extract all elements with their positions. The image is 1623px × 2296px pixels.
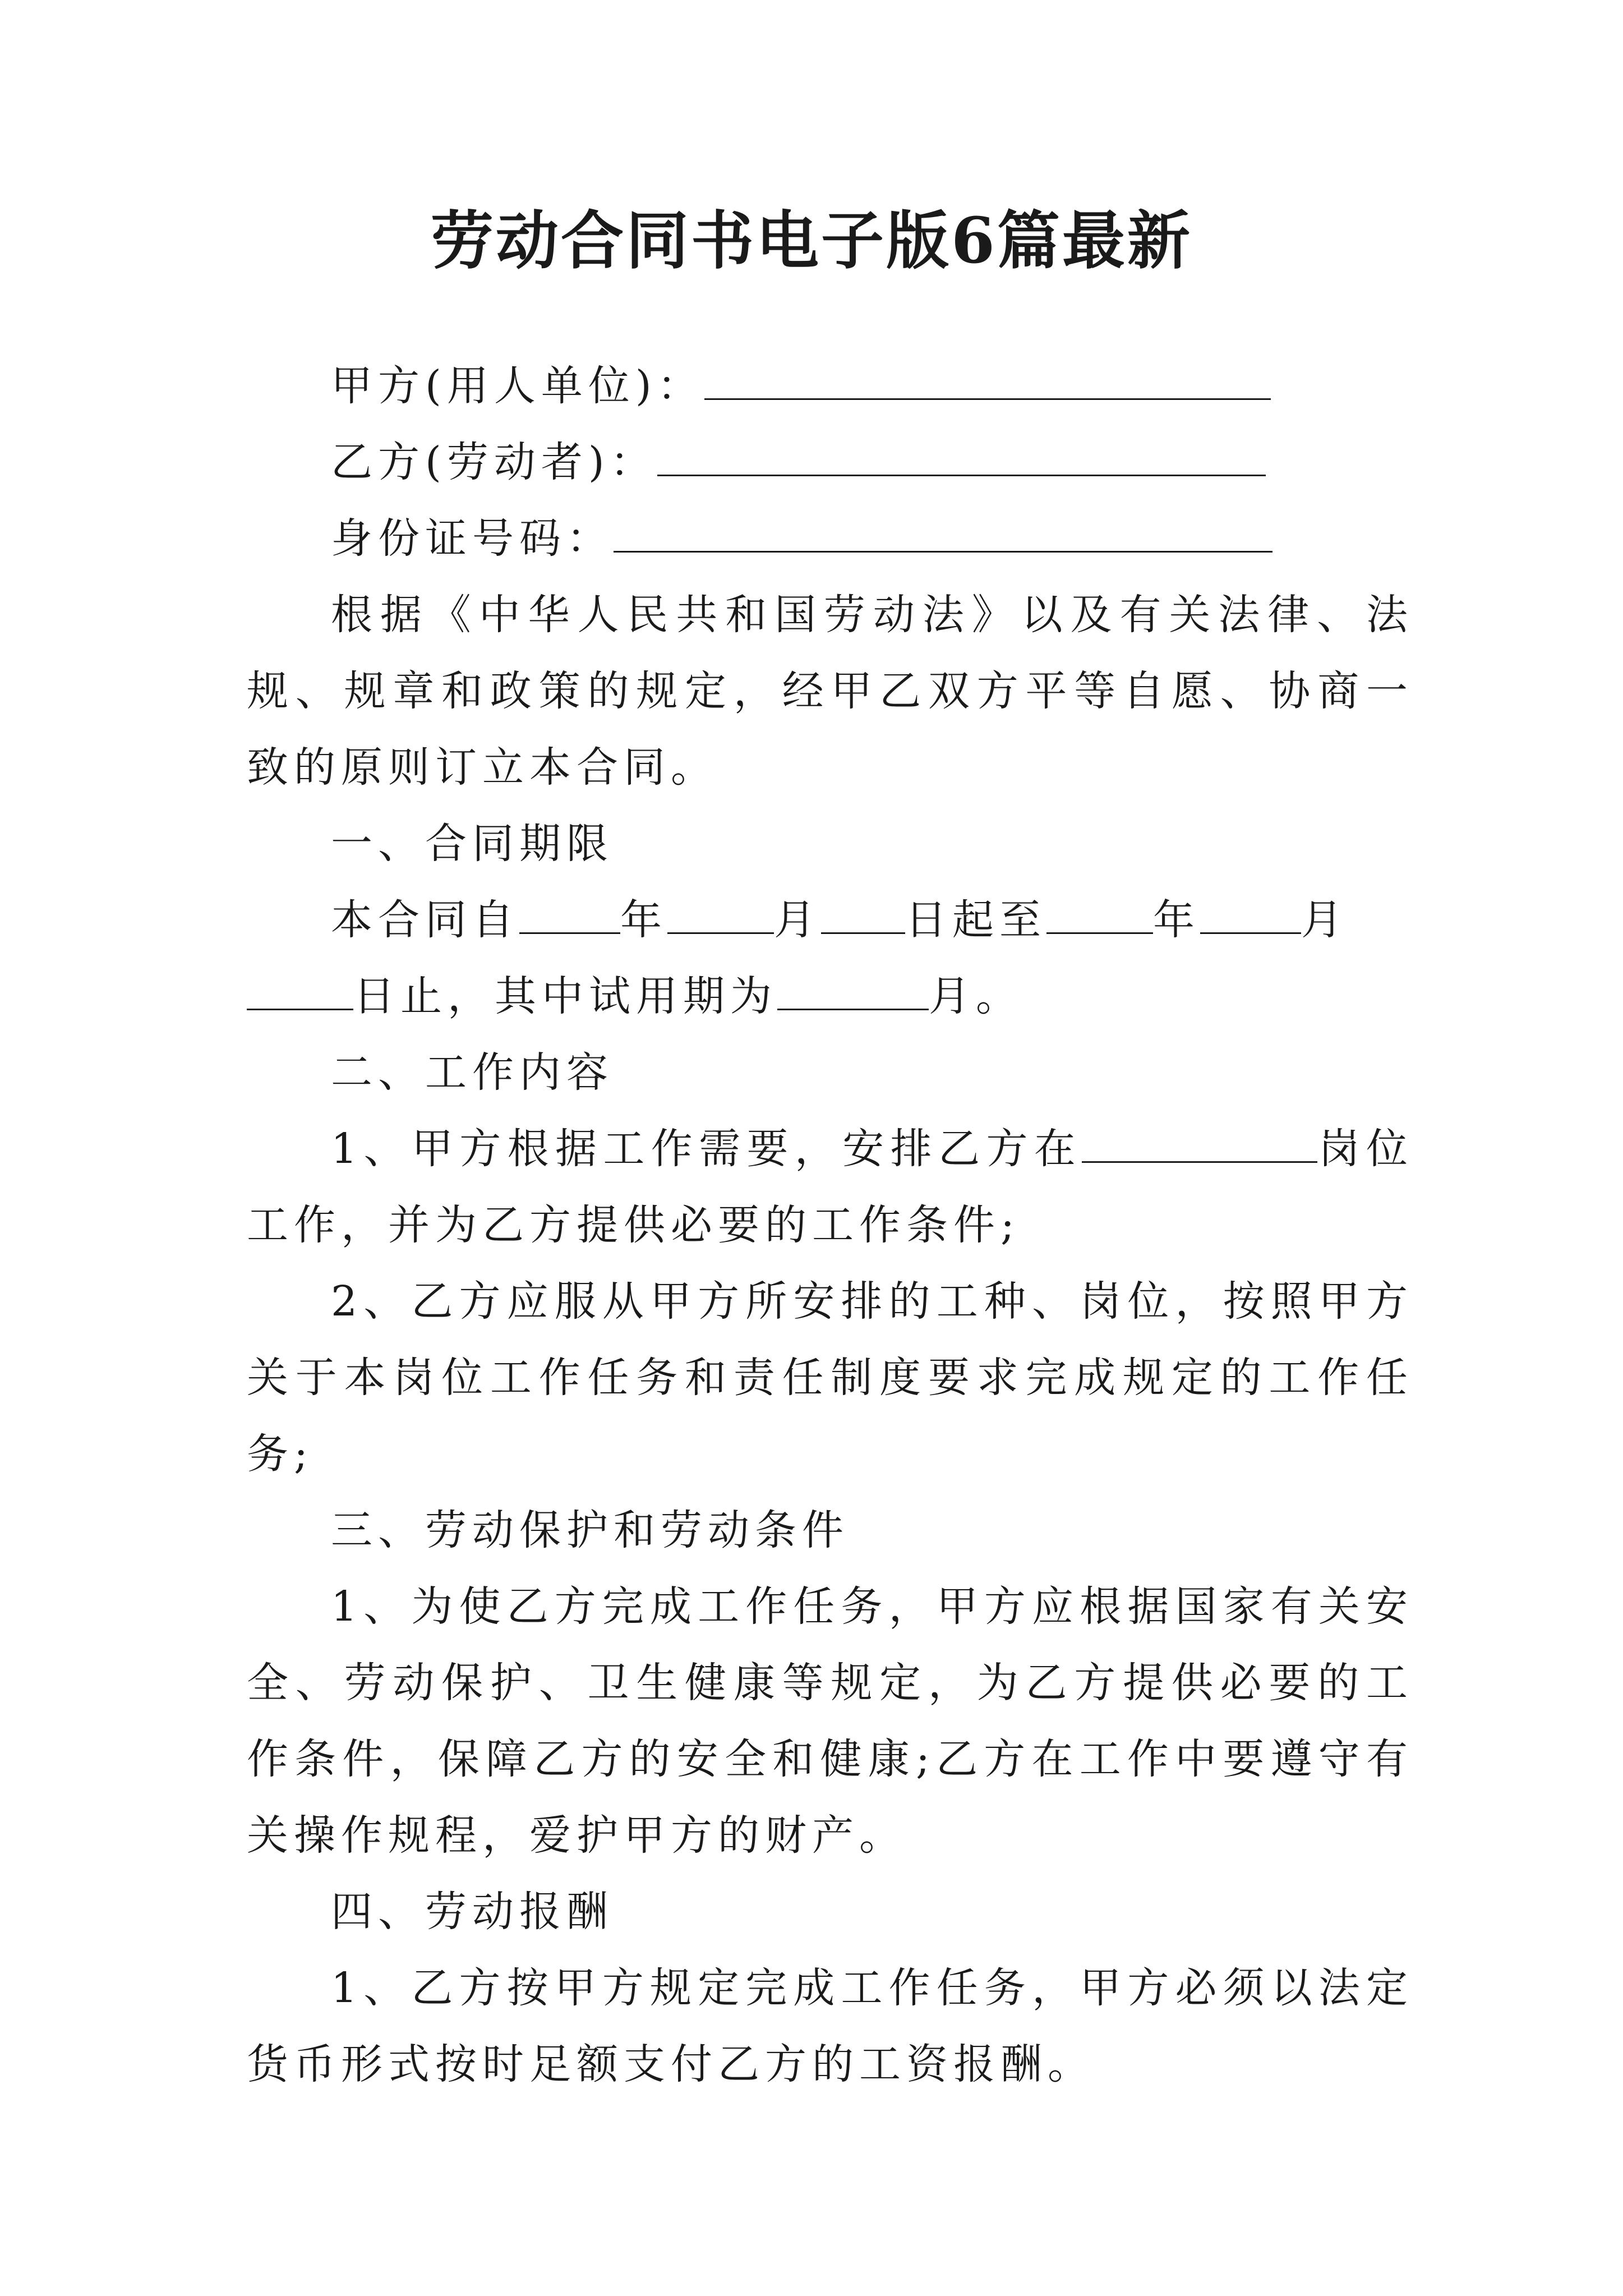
- month-label: 月: [774, 896, 821, 944]
- position-blank[interactable]: [1082, 1128, 1317, 1163]
- remuneration-paragraph: 1、乙方按甲方规定完成工作任务，甲方必须以法定货币形式按时足额支付乙方的工资报酬。: [247, 1964, 1413, 2088]
- id-number-field: [247, 500, 1413, 577]
- end-year-blank[interactable]: [1046, 899, 1153, 934]
- party-a-label: 甲方(用人单位)：: [331, 362, 704, 410]
- document-title: 劳动合同书电子版6篇最新: [431, 204, 1192, 278]
- party-b-label: 乙方(劳动者)：: [331, 438, 657, 486]
- id-number-label: 身份证号码：: [331, 514, 614, 563]
- contract-term-paragraph: [247, 882, 1413, 1034]
- position-text-end: 岗位工作，并为乙方提供必要的工作条件;: [247, 1125, 1413, 1249]
- party-b-field: [247, 424, 1413, 500]
- work-content-paragraph-2: 2、乙方应服从甲方所安排的工种、岗位，按照甲方关于本岗位工作任务和责任制度要求完成规定的工作任务;: [247, 1277, 1413, 1478]
- party-a-blank[interactable]: [704, 365, 1271, 400]
- section-1-heading: 一、合同期限: [331, 820, 614, 868]
- term-text-start: 本合同自: [331, 896, 519, 944]
- position-text-start: 1、甲方根据工作需要，安排乙方在: [331, 1125, 1082, 1173]
- start-month-blank[interactable]: [667, 899, 774, 934]
- start-year-blank[interactable]: [519, 899, 620, 934]
- labor-protection-paragraph: 1、为使乙方完成工作任务，甲方应根据国家有关安全、劳动保护、卫生健康等规定，为乙方提供必要的工作条件，保障乙方的安全和健康;乙方在工作中要遵守有关操作规程，爱护甲方的财产。: [247, 1582, 1413, 1860]
- start-day-blank[interactable]: [821, 899, 905, 934]
- work-content-paragraph-1: [247, 1111, 1413, 1263]
- intro-paragraph: 根据《中华人民共和国劳动法》以及有关法律、法规、规章和政策的规定，经甲乙双方平等自愿、协商一致的原则订立本合同。: [247, 591, 1413, 792]
- probation-text: 日止，其中试用期为: [353, 972, 777, 1020]
- document-body: [247, 348, 1413, 2102]
- month-label: 月: [1301, 896, 1348, 944]
- section-3-heading: 三、劳动保护和劳动条件: [331, 1506, 849, 1554]
- probation-blank[interactable]: [777, 975, 929, 1010]
- probation-month-label: 月。: [929, 972, 1023, 1020]
- section-2-heading: 二、工作内容: [331, 1048, 614, 1097]
- party-a-field: [247, 348, 1413, 424]
- year-label: 年: [620, 896, 667, 944]
- end-month-blank[interactable]: [1200, 899, 1301, 934]
- section-4-heading: 四、劳动报酬: [331, 1888, 614, 1936]
- year-label: 年: [1153, 896, 1200, 944]
- end-day-blank[interactable]: [247, 975, 353, 1010]
- party-b-blank[interactable]: [657, 441, 1266, 476]
- id-number-blank[interactable]: [614, 517, 1272, 553]
- day-label: 日起至: [905, 896, 1046, 944]
